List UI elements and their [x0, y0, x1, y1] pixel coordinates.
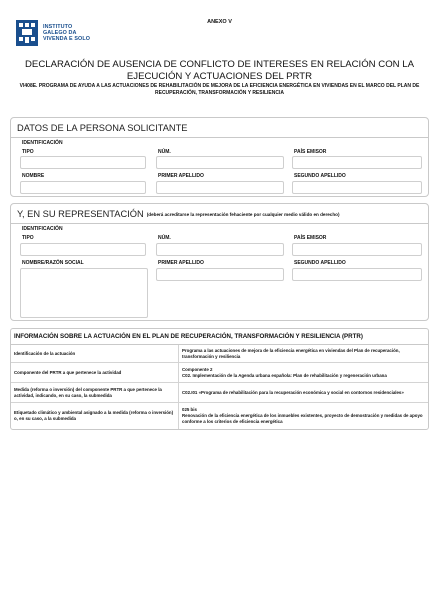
representative-pais-field[interactable]: [292, 243, 422, 256]
row-label: Identificación de la actuación: [11, 345, 179, 362]
representative-num-label: NÚM.: [158, 235, 171, 241]
representative-apellido2-field[interactable]: [292, 268, 422, 281]
representative-apellido1-label: PRIMER APELLIDO: [158, 260, 204, 266]
table-row: [11, 363, 428, 383]
row-label: Etiquetado climático y ambiental asignado a la medida (reforma o inversión) o, en su caso, a la submedida: [11, 403, 179, 429]
row-value: [179, 403, 428, 429]
applicant-identification-label: IDENTIFICACIÓN: [22, 140, 63, 146]
representative-section-header: [11, 204, 428, 224]
logo-line-2: GALEGO DA: [43, 29, 77, 36]
representative-pais-label: PAÍS EMISOR: [294, 235, 327, 241]
representative-section-title: Y, EN SU REPRESENTACIÓN: [17, 208, 144, 219]
applicant-num-label: NÚM.: [158, 149, 171, 155]
row-value-line: Componente 2: [182, 366, 213, 372]
applicant-pais-field[interactable]: [292, 156, 422, 169]
applicant-tipo-label: TIPO: [22, 149, 34, 155]
row-value: [179, 363, 428, 382]
applicant-tipo-field[interactable]: [20, 156, 146, 169]
representative-identification-label: IDENTIFICACIÓN: [22, 226, 63, 232]
row-label: Componente del PRTR a que pertenece la actividad: [11, 363, 179, 382]
representative-apellido1-field[interactable]: [156, 268, 284, 281]
applicant-section: [10, 117, 429, 197]
row-value-line: Renovación de la eficiencia energética de los inmuebles existentes, proyecto de demostración y medidas de apoyo conforme a los criterios de eficiencia energética: [182, 413, 423, 424]
applicant-apellido2-field[interactable]: [292, 181, 422, 194]
page-subtitle: VI408E. PROGRAMA DE AYUDA A LAS ACTUACIONES DE REHABILITACIÓN DE MEJORA DE LA EFICIENCIA ENERGÉTICA EN VIVIENDAS EN EL MARCO DEL PLAN DE RECUPERACIÓN, TRANSFORMACIÓN Y RESILIENCIA: [19, 83, 420, 96]
prtr-info-table: [10, 328, 429, 430]
representative-apellido2-label: SEGUNDO APELLIDO: [294, 260, 346, 266]
applicant-nombre-field[interactable]: [20, 181, 146, 194]
logo-line-3: VIVENDA E SOLO: [43, 36, 91, 43]
representative-nombre-label: NOMBRE/RAZÓN SOCIAL: [22, 260, 84, 266]
representative-tipo-field[interactable]: [20, 243, 146, 256]
applicant-apellido1-label: PRIMER APELLIDO: [158, 173, 204, 179]
row-value: C02.I01 «Programa de rehabilitación para la recuperación económica y social en contornos residenciales»: [182, 389, 404, 395]
table-row: [11, 403, 428, 429]
representative-num-field[interactable]: [156, 243, 284, 256]
logo-text: [43, 24, 90, 43]
row-value-line: C02. Implementación de la Agenda urbana española: Plan de rehabilitación y regeneración urbana: [182, 372, 387, 378]
row-label: Medida (reforma o inversión) del componente PRTR a que pertenece la actividad, indicando, en su caso, la submedida: [11, 383, 179, 402]
representative-tipo-label: TIPO: [22, 235, 34, 241]
row-value: Programa a las actuaciones de mejora de la eficiencia energética en viviendas del Plan de recuperación, transformación y resiliencia: [182, 347, 400, 359]
applicant-num-field[interactable]: [156, 156, 284, 169]
representative-nombre-field[interactable]: [20, 268, 148, 318]
applicant-nombre-label: NOMBRE: [22, 173, 45, 179]
row-value-line: 025 bis: [182, 407, 197, 412]
prtr-info-title: INFORMACIÓN SOBRE LA ACTUACIÓN EN EL PLAN DE RECUPERACIÓN, TRANSFORMACIÓN Y RESILIENCIA (PRTR): [11, 329, 428, 345]
applicant-apellido2-label: SEGUNDO APELLIDO: [294, 173, 346, 179]
applicant-apellido1-field[interactable]: [156, 181, 284, 194]
page-title: DECLARACIÓN DE AUSENCIA DE CONFLICTO DE INTERESES EN RELACIÓN CON LA EJECUCIÓN Y ACTUACIONES DEL PRTR: [25, 59, 414, 82]
table-row: [11, 383, 428, 403]
logo-line-1: INSTITUTO: [43, 23, 73, 30]
applicant-section-title: DATOS DE LA PERSONA SOLICITANTE: [17, 122, 188, 133]
table-row: [11, 345, 428, 363]
representative-section: [10, 203, 429, 321]
applicant-pais-label: PAÍS EMISOR: [294, 149, 327, 155]
applicant-section-header: [11, 118, 428, 138]
annex-label: ANEXO V: [207, 19, 232, 25]
representative-section-note: (deberá acreditarse la representación fehaciente por cualquier medio válido en derecho): [146, 212, 340, 217]
